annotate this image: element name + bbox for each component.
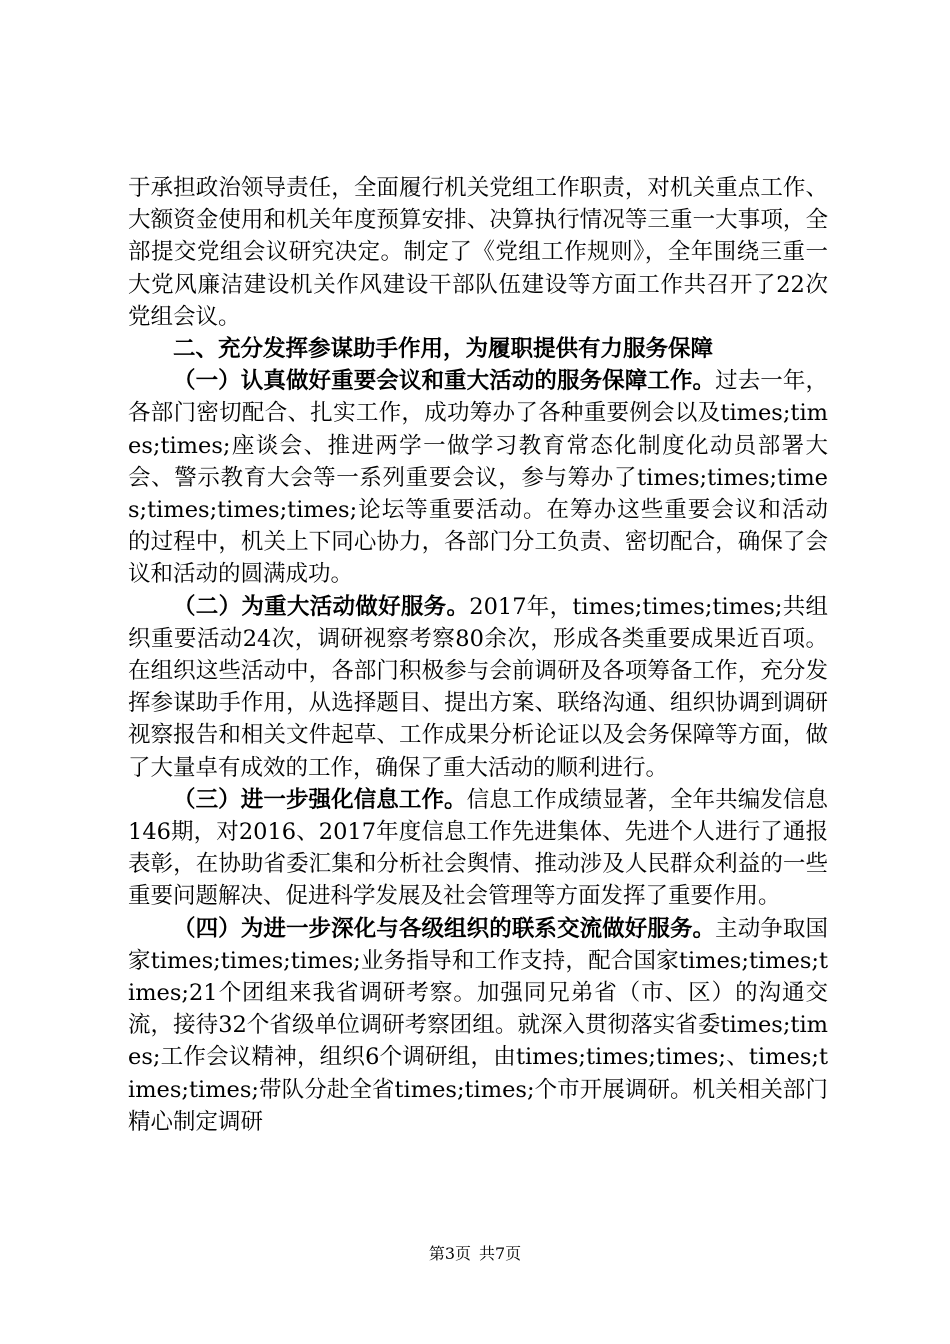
subsection-4-title: （四）为进一步深化与各级组织的联系交流做好服务。 (173, 915, 716, 942)
subsection-3 (128, 784, 828, 913)
subsection-2 (128, 591, 828, 784)
subsection-1-body: 过去一年，各部门密切配合、扎实工作，成功筹办了各种重要例会以及times;times;times;座谈会、推进两学一做学习教育常态化制度化动员部署大会、警示教育大会等一系列重要会议，参与筹办了times;times;times;times;times;times;论坛等重要活动。在筹办这些重要会议和活动的过程中，机关上下同心协力，各部门分工负责、密切配合，确保了会议和活动的圆满成功。 (128, 368, 828, 588)
page-footer (0, 1244, 950, 1264)
section-heading-2: 二、充分发挥参谋助手作用，为履职提供有力服务保障 (173, 336, 714, 363)
subsection-1-title: （一）认真做好重要会议和重大活动的服务保障工作。 (173, 368, 716, 395)
subsection-2-title: （二）为重大活动做好服务。 (173, 593, 470, 620)
subsection-3-title: （三）进一步强化信息工作。 (173, 786, 467, 813)
page-total: 共7页 (479, 1244, 522, 1263)
subsection-4-body: 主动争取国家times;times;times;业务指导和工作支持，配合国家times;times;times;21个团组来我省调研考察。加强同兄弟省（市、区）的沟通交流，接待32个省级单位调研考察团组。就深入贯彻落实省委times;times;工作会议精神，组织6个调研组，由times;times;times;、times;times;times;带队分赴全省times;times;个市开展调研。机关相关部门精心制定调研 (128, 915, 828, 1135)
document-body (128, 172, 828, 1138)
subsection-2-body: 2017年，times;times;times;共组织重要活动24次，调研视察考察80余次，形成各类重要成果近百项。在组织这些活动中，各部门积极参与会前调研及各项筹备工作，充分发挥参谋助手作用，从选择题目、提出方案、联络沟通、组织协调到调研视察报告和相关文件起草、工作成果分析论证以及会务保障等方面，做了大量卓有成效的工作，确保了重大活动的顺利进行。 (128, 593, 828, 781)
subsection-3-body: 信息工作成绩显著，全年共编发信息146期，对2016、2017年度信息工作先进集体、先进个人进行了通报表彰，在协助省委汇集和分析社会舆情、推动涉及人民群众利益的一些重要问题解决、促进科学发展及社会管理等方面发挥了重要作用。 (128, 786, 828, 910)
subsection-1 (128, 365, 828, 590)
paragraph-continuation: 于承担政治领导责任，全面履行机关党组工作职责，对机关重点工作、大额资金使用和机关年度预算安排、决算执行情况等三重一大事项，全部提交党组会议研究决定。制定了《党组工作规则》，全年围绕三重一大党风廉洁建设机关作风建设干部队伍建设等方面工作共召开了22次党组会议。 (128, 175, 828, 330)
subsection-4 (128, 913, 828, 1138)
page-number: 第3页 (428, 1244, 471, 1263)
